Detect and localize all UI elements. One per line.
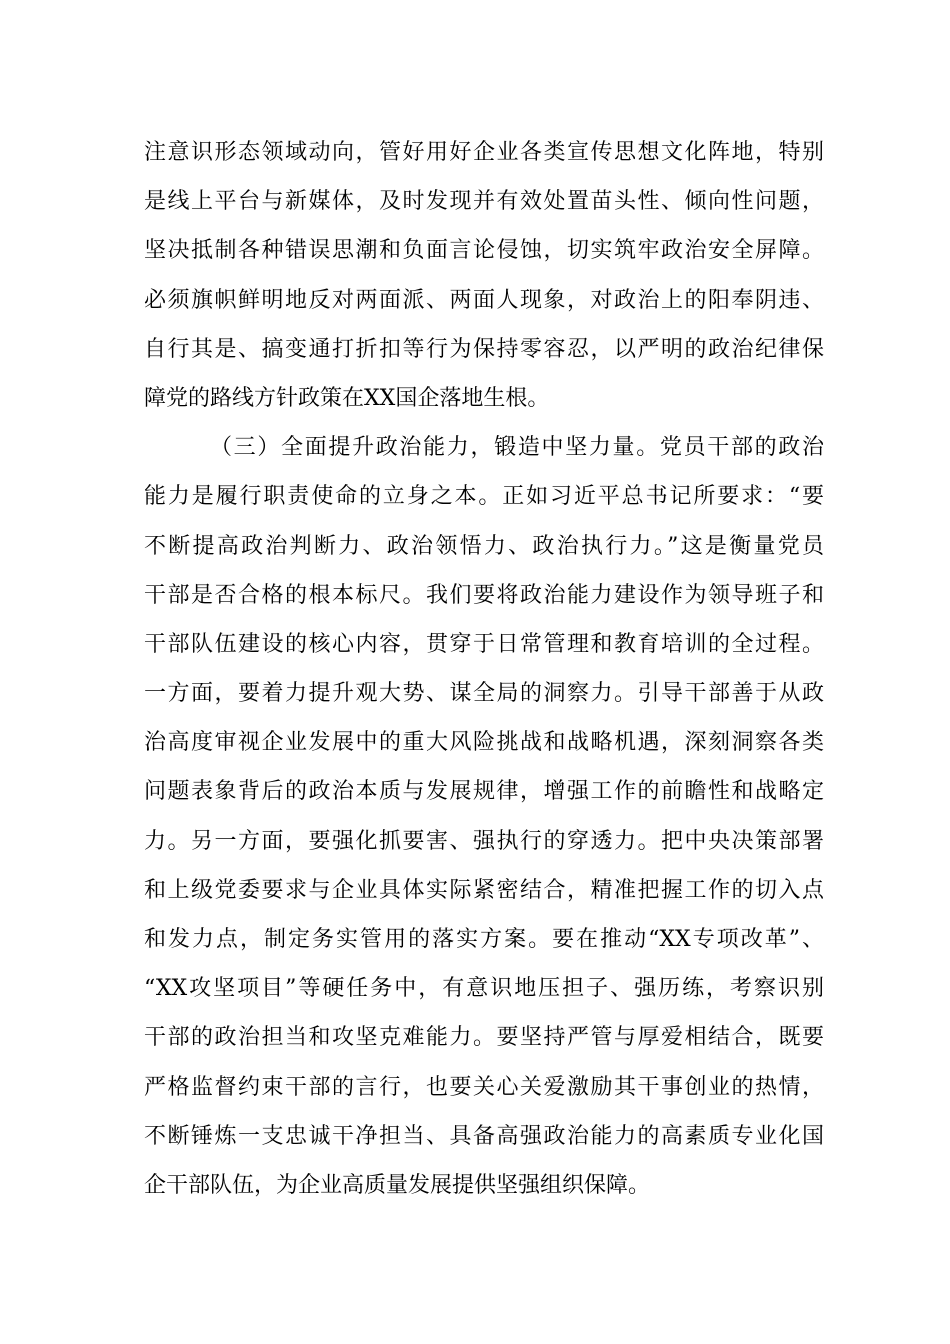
text-line: 问题表象背后的政治本质与发展规律，增强工作的前瞻性和战略定 — [144, 779, 824, 805]
text-line: 和发力点，制定务实管用的落实方案。要在推动“XX专项改革”、 — [144, 927, 824, 952]
text-line: 一方面，要着力提升观大势、谋全局的洞察力。引导干部善于从政 — [144, 681, 824, 707]
paragraph-ideology-security — [144, 128, 824, 423]
text-line: “XX攻坚项目”等硬任务中，有意识地压担子、强历练，考察识别 — [144, 976, 824, 1002]
paragraph-political-capability — [144, 423, 824, 1210]
text-line: 必须旗帜鲜明地反对两面派、两面人现象，对政治上的阳奉阴违、 — [144, 287, 824, 313]
text-line: 是线上平台与新媒体，及时发现并有效处置苗头性、倾向性问题， — [144, 189, 824, 215]
text-line: 不断锤炼一支忠诚干净担当、具备高强政治能力的高素质专业化国 — [144, 1123, 824, 1149]
text-line: 干部是否合格的根本标尺。我们要将政治能力建设作为领导班子和 — [144, 582, 824, 608]
text-line: 能力是履行职责使命的立身之本。正如习近平总书记所要求：“要 — [144, 484, 824, 510]
text-line: 干部的政治担当和攻坚克难能力。要坚持严管与厚爱相结合，既要 — [144, 1025, 824, 1051]
text-line: 企干部队伍，为企业高质量发展提供坚强组织保障。 — [144, 1172, 651, 1198]
section-heading-line: （三）全面提升政治能力，锻造中坚力量。党员干部的政治 — [210, 435, 824, 461]
text-line: 注意识形态领域动向，管好用好企业各类宣传思想文化阵地，特别 — [144, 140, 824, 165]
text-line: 不断提高政治判断力、政治领悟力、政治执行力。”这是衡量党员 — [144, 533, 824, 559]
text-line: 治高度审视企业发展中的重大风险挑战和战略机遇，深刻洞察各类 — [144, 730, 824, 756]
text-line: 和上级党委要求与企业具体实际紧密结合，精准把握工作的切入点 — [144, 877, 824, 903]
text-line: 自行其是、搞变通打折扣等行为保持零容忍，以严明的政治纪律保 — [144, 336, 824, 362]
text-line: 坚决抵制各种错误思潮和负面言论侵蚀，切实筑牢政治安全屏障。 — [144, 238, 824, 264]
document-body — [144, 128, 824, 1210]
text-line: 力。另一方面，要强化抓要害、强执行的穿透力。把中央决策部署 — [144, 828, 824, 854]
text-line: 障党的路线方针政策在XX国企落地生根。 — [144, 385, 550, 411]
text-line: 干部队伍建设的核心内容，贯穿于日常管理和教育培训的全过程。 — [144, 631, 824, 657]
text-line: 严格监督约束干部的言行，也要关心关爱激励其干事创业的热情， — [144, 1074, 824, 1100]
